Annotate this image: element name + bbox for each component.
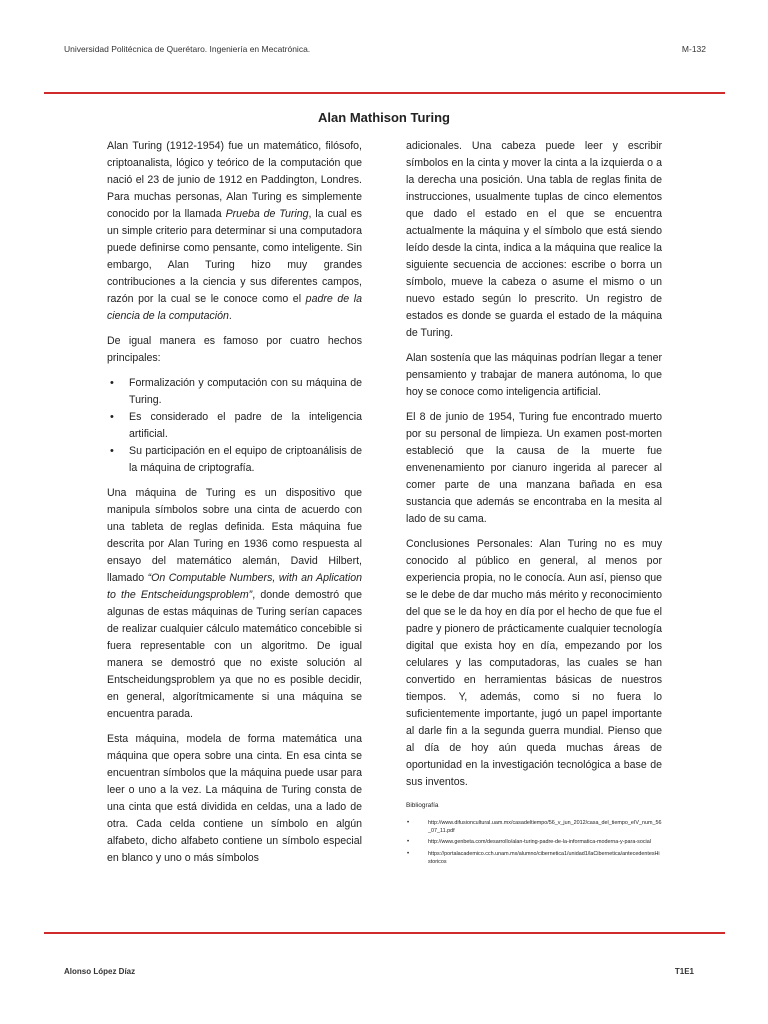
fact-text: • Formalización y computación con su máquina de Turing.: [129, 377, 362, 406]
bibliography-link[interactable]: • http://www.genbeta.com/desarrollo/alan-turing-padre-de-la-informatica-moderna-y-para-social: [406, 838, 662, 846]
continuation-paragraph: adicionales. Una cabeza puede leer y escribir símbolos en la cinta y mover la cinta a la izquierda o a la derecha una posición. Una tabla de reglas finita de instrucciones, usualmente tuplas de cinco elementos que dado el estado en el que se encuentra actualmente la máquina y el símbolo que está siendo leído desde la cinta, indica a la máquina que realice la siguiente secuencia de acciones: escribe o borra un símbolo, mueve la cabeza o asume el mismo o un nuevo estado según lo prescrito. Un registro de estados es donde se guarda el estado de la máquina de Turing.: [406, 140, 662, 339]
essay-title: “On Computable Numbers, with an Aplication to the Entscheidungsproblem”: [107, 572, 362, 601]
famous-intro-paragraph: De igual manera es famoso por cuatro hechos principales:: [107, 335, 362, 364]
list-item: [107, 443, 362, 477]
machine-paragraph: [107, 485, 362, 723]
intro-paragraph: [107, 138, 362, 325]
thinking-paragraph: Alan sostenía que las máquinas podrían llegar a tener pensamiento y trabajar de manera autónoma, lo que hoy se conoce como inteligencia artificial.: [406, 352, 662, 398]
intro-text-2: , la cual es un simple criterio para determinar si una computadora puede definirse como pensante, como inteligente. Sin embargo, Alan Turing hizo muy grandes contribuciones a la ciencia y sus diferentes campos, razón por la cual se le conoce como el: [107, 208, 362, 305]
facts-list: [107, 375, 362, 477]
intro-text-1: Alan Turing (1912-1954) fue un matemático, filósofo, criptoanalista, lógico y teórico de la computación que nació el 23 de junio de 1912 en Paddington, Londres. Para muchas personas, Alan Turing es simplemente conocido por la llamada: [107, 140, 362, 220]
header-divider: [44, 92, 725, 94]
turing-test-term: Prueba de Turing: [225, 208, 309, 220]
bibliography-link[interactable]: • http://www.difusioncultural.uam.mx/casadeltiempo/56_v_jun_2012/casa_del_tiempo_eIV_num_56_07_11.pdf: [406, 819, 662, 835]
machine-text-2: , donde demostró que algunas de estas máquinas de Turing serían capaces de realizar cualquier cálculo matemático concebible si fuera representable con un algoritmo. De igual manera se demostró que no existe solución al Entscheidungsproblem ya que no es posible decidir, en general, algorítmicamente si una máquina se encuentra parada.: [107, 589, 362, 720]
intro-text-3: .: [228, 310, 232, 322]
list-item: [107, 375, 362, 409]
father-of-cs-term: padre de la ciencia de la computación: [107, 293, 363, 322]
fact-text: • Es considerado el padre de la inteligencia artificial.: [129, 411, 362, 440]
left-column: [107, 138, 362, 875]
death-paragraph: El 8 de junio de 1954, Turing fue encontrado muerto por su personal de limpieza. Un examen post-morten estableció que la causa de la muerte fue envenenamiento por cianuro ingerida al parecer al comer parte de una manzana bañada en esa sustancia que además se encontraba en la mesita al lado de su cama.: [406, 411, 662, 525]
footer-author: Alonso López Díaz: [64, 967, 136, 976]
machine-text-1: Una máquina de Turing es un dispositivo que manipula símbolos sobre una cinta de acuerdo con una tableta de reglas definida. Esta máquina fue descrita por Alan Turing en 1936 como respuesta al ensayo del matemático alemán, David Hilbert, llamado: [107, 487, 362, 584]
right-column: [406, 138, 662, 869]
footer-divider: [44, 932, 725, 934]
fact-text: • Su participación en el equipo de criptoanálisis de la máquina de criptografía.: [129, 445, 362, 474]
bibliography-heading: Bibliografía: [406, 802, 439, 809]
bibliography-list: [406, 819, 662, 866]
bibliography-link[interactable]: • https://portalacademico.cch.unam.mx/alumno/cibernetica1/unidad1/laCibernetica/antecedentesHistoricos: [406, 850, 662, 866]
header-institution: Universidad Politécnica de Querétaro. Ingeniería en Mecatrónica.: [64, 44, 311, 54]
footer-code: T1E1: [674, 967, 694, 976]
page-title: Alan Mathison Turing: [318, 110, 450, 125]
list-item: [107, 409, 362, 443]
header-code: M-132: [681, 44, 706, 54]
conclusions-paragraph: Conclusiones Personales: Alan Turing no es muy conocido al público en general, al menos por experiencia propia, no le conocía. Aun así, pienso que se le debe de dar mucho más mérito y reconocimiento del que se le da hoy en día por el hecho de que fue el padre y pionero de prácticamente cualquier tecnología digital que exista hoy en día, empezando por los celulares y las computadoras, las cuales se han convertido en herramientas básicas de nuestros tiempos. Y, además, como si no fuera lo suficientemente importante, jugó un papel importante al darle fin a la segunda guerra mundial. Pienso que al día de hoy aún queda muchas áreas de oportunidad en la investigación tecnológica a base de sus inventos.: [406, 538, 662, 788]
tape-paragraph: Esta máquina, modela de forma matemática una máquina que opera sobre una cinta. En esa cinta se encuentran símbolos que la máquina puede usar para leer o uno a la vez. La máquina de Turing consta de una cinta que está dividida en celdas, una a lado de otra. Cada celda contiene un símbolo en algún alfabeto, dicho alfabeto contiene un símbolo especial en blanco y uno o más símbolos: [107, 733, 362, 864]
